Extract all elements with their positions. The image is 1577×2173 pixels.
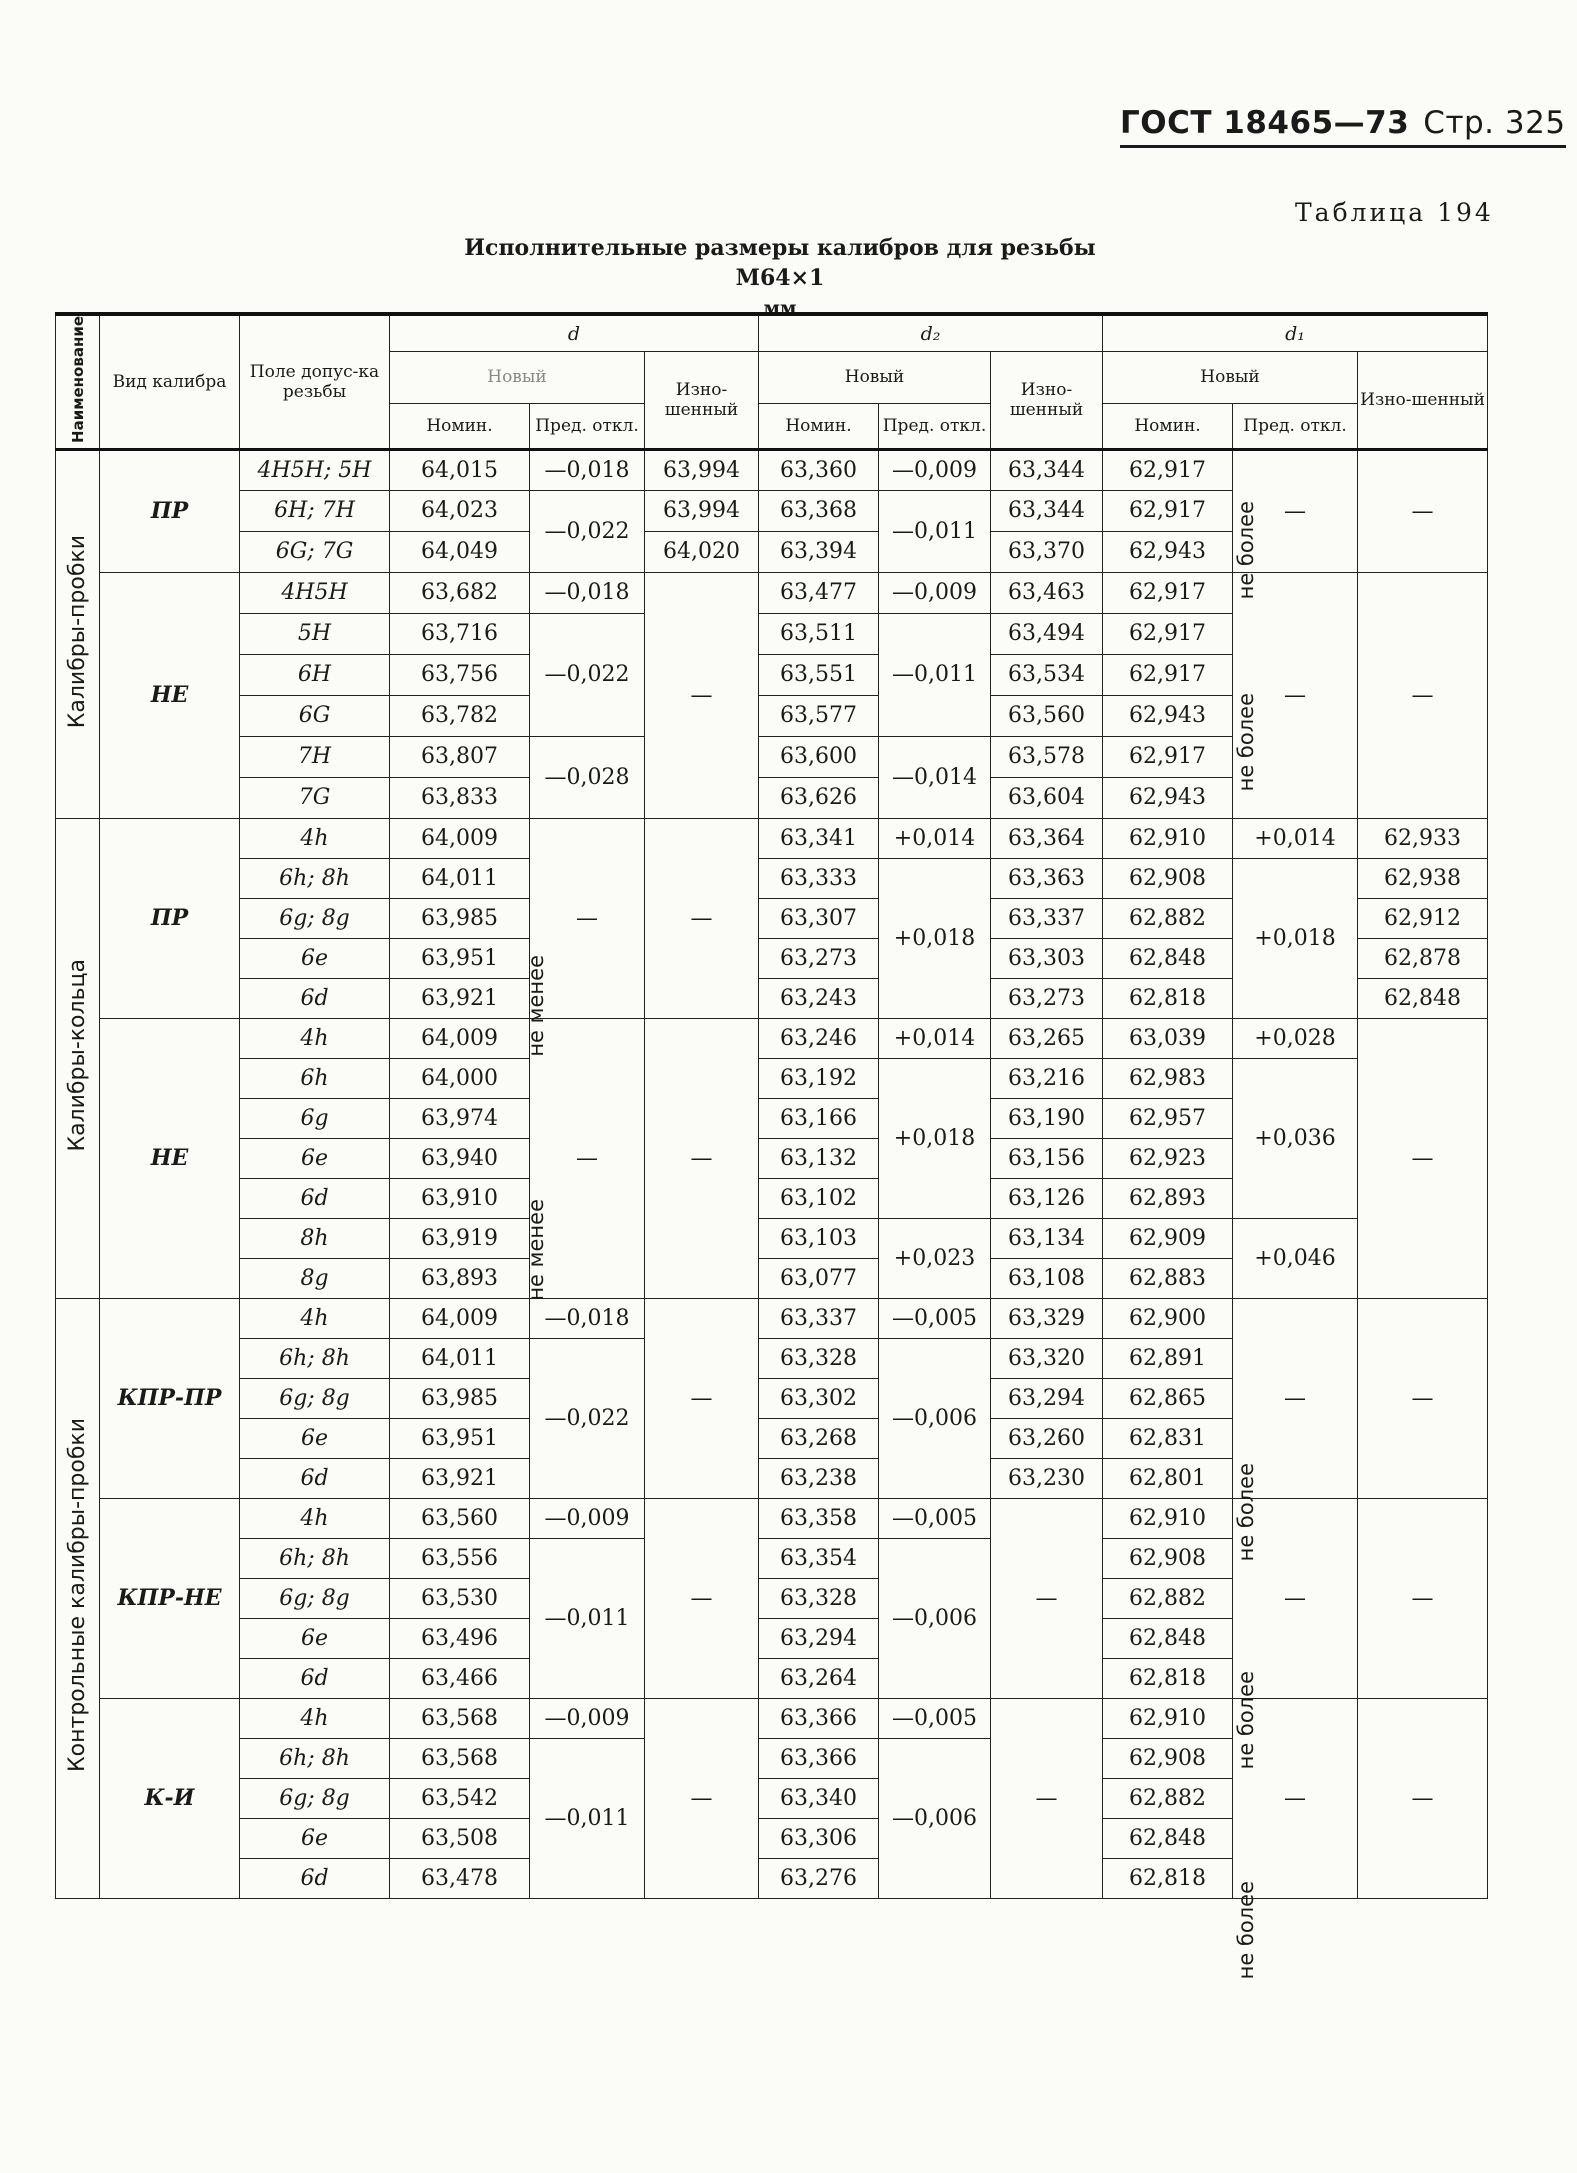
d2-iznosh: 63,560 bbox=[991, 695, 1103, 736]
d2-iznosh: 63,363 bbox=[991, 858, 1103, 898]
d2-pred: —0,005 bbox=[879, 1498, 991, 1538]
d1-nomin: 62,818 bbox=[1103, 1858, 1233, 1898]
d1-nomin: 62,917 bbox=[1103, 613, 1233, 654]
d-iznosh-dash: — bbox=[645, 1698, 759, 1898]
col-header-d2-noviy: Новый bbox=[759, 352, 991, 404]
d-nomin: 63,682 bbox=[390, 572, 530, 613]
caption-units: мм bbox=[763, 297, 797, 319]
tolerance-field: 7G bbox=[240, 777, 390, 818]
standard-number: ГОСТ 18465—73 bbox=[1120, 105, 1410, 141]
d1-iznosh-dash: — bbox=[1358, 1698, 1488, 1898]
d2-nomin: 63,166 bbox=[759, 1098, 879, 1138]
d-nomin: 64,011 bbox=[390, 858, 530, 898]
d2-iznosh: 63,273 bbox=[991, 978, 1103, 1018]
d1-nomin: 62,801 bbox=[1103, 1458, 1233, 1498]
d2-iznosh: 63,329 bbox=[991, 1298, 1103, 1338]
d2-pred: +0,023 bbox=[879, 1218, 991, 1298]
d2-iznosh: 63,463 bbox=[991, 572, 1103, 613]
d-pred: —0,018 bbox=[530, 572, 645, 613]
d2-iznosh: 63,108 bbox=[991, 1258, 1103, 1298]
d1-pred-dash: — bbox=[1233, 1498, 1358, 1698]
d2-nomin: 63,294 bbox=[759, 1618, 879, 1658]
d2-pred: —0,011 bbox=[879, 490, 991, 572]
d2-nomin: 63,551 bbox=[759, 654, 879, 695]
d-iznosh-dash: — bbox=[645, 1018, 759, 1298]
d1-nomin: 62,917 bbox=[1103, 490, 1233, 531]
table-row bbox=[56, 449, 1488, 490]
group-label-kalibry-koltsa: Калибры-кольца bbox=[56, 818, 100, 1298]
d-pred: —0,022 bbox=[530, 1338, 645, 1498]
tolerance-field: 6H bbox=[240, 654, 390, 695]
d1-nomin: 62,893 bbox=[1103, 1178, 1233, 1218]
note-ne-bolee-4: не более bbox=[1234, 1670, 1258, 1770]
d1-nomin: 62,909 bbox=[1103, 1218, 1233, 1258]
d-nomin: 63,974 bbox=[390, 1098, 530, 1138]
tolerance-field: 6d bbox=[240, 1658, 390, 1698]
d1-nomin: 62,908 bbox=[1103, 1538, 1233, 1578]
d2-nomin: 63,276 bbox=[759, 1858, 879, 1898]
d-nomin: 63,496 bbox=[390, 1618, 530, 1658]
table-row bbox=[56, 572, 1488, 613]
d1-iznosh-dash: — bbox=[1358, 1498, 1488, 1698]
d2-iznosh: 63,320 bbox=[991, 1338, 1103, 1378]
tolerance-field: 6e bbox=[240, 1618, 390, 1658]
d1-nomin: 62,917 bbox=[1103, 449, 1233, 490]
d-pred: —0,009 bbox=[530, 1498, 645, 1538]
d2-pred: —0,005 bbox=[879, 1298, 991, 1338]
d-pred: —0,018 bbox=[530, 1298, 645, 1338]
d2-nomin: 63,341 bbox=[759, 818, 879, 858]
d2-iznosh: 63,344 bbox=[991, 490, 1103, 531]
d-nomin: 63,921 bbox=[390, 1458, 530, 1498]
d2-iznosh-dash: — bbox=[991, 1498, 1103, 1698]
d-pred: —0,022 bbox=[530, 490, 645, 572]
tolerance-field: 6g; 8g bbox=[240, 1578, 390, 1618]
note-ne-bolee-5: не более bbox=[1234, 1880, 1258, 1980]
table-row bbox=[56, 1058, 1488, 1098]
d-nomin: 63,466 bbox=[390, 1658, 530, 1698]
d2-iznosh: 63,337 bbox=[991, 898, 1103, 938]
tolerance-field: 6d bbox=[240, 1178, 390, 1218]
d-pred: —0,011 bbox=[530, 1538, 645, 1698]
d2-iznosh: 63,265 bbox=[991, 1018, 1103, 1058]
d-nomin: 63,940 bbox=[390, 1138, 530, 1178]
tolerance-field: 4h bbox=[240, 1498, 390, 1538]
d1-nomin: 62,882 bbox=[1103, 1778, 1233, 1818]
col-header-d-pred: Пред. откл. bbox=[530, 403, 645, 449]
d-nomin: 63,568 bbox=[390, 1698, 530, 1738]
table-row bbox=[56, 1298, 1488, 1338]
d2-pred: +0,014 bbox=[879, 1018, 991, 1058]
d2-iznosh: 63,494 bbox=[991, 613, 1103, 654]
d1-iznosh: 62,933 bbox=[1358, 818, 1488, 858]
d2-nomin: 63,306 bbox=[759, 1818, 879, 1858]
d-pred: —0,018 bbox=[530, 449, 645, 490]
d2-iznosh: 63,126 bbox=[991, 1178, 1103, 1218]
tolerance-field: 6h; 8h bbox=[240, 1538, 390, 1578]
d2-pred: —0,006 bbox=[879, 1338, 991, 1498]
note-ne-bolee-1: не более bbox=[1234, 500, 1258, 600]
d2-nomin: 63,302 bbox=[759, 1378, 879, 1418]
d2-iznosh: 63,216 bbox=[991, 1058, 1103, 1098]
d1-nomin: 62,900 bbox=[1103, 1298, 1233, 1338]
d1-nomin: 62,865 bbox=[1103, 1378, 1233, 1418]
tolerance-field: 4h bbox=[240, 818, 390, 858]
d-nomin: 63,833 bbox=[390, 777, 530, 818]
table-caption bbox=[420, 233, 1140, 323]
d2-nomin: 63,368 bbox=[759, 490, 879, 531]
d1-nomin: 62,818 bbox=[1103, 978, 1233, 1018]
gauge-type: КПР-НЕ bbox=[100, 1498, 240, 1698]
d-nomin: 63,542 bbox=[390, 1778, 530, 1818]
d1-nomin: 62,983 bbox=[1103, 1058, 1233, 1098]
d2-iznosh: 63,294 bbox=[991, 1378, 1103, 1418]
d1-nomin: 62,943 bbox=[1103, 531, 1233, 572]
d2-nomin: 63,600 bbox=[759, 736, 879, 777]
col-header-d1-nomin: Номин. bbox=[1103, 403, 1233, 449]
d2-nomin: 63,328 bbox=[759, 1578, 879, 1618]
d1-nomin: 62,943 bbox=[1103, 777, 1233, 818]
d-nomin: 63,756 bbox=[390, 654, 530, 695]
table-row bbox=[56, 858, 1488, 898]
d1-iznosh-dash: — bbox=[1358, 449, 1488, 572]
d-pred: —0,028 bbox=[530, 736, 645, 818]
col-header-d2-iznosh: Изно-шенный bbox=[991, 352, 1103, 450]
tolerance-field: 4h bbox=[240, 1298, 390, 1338]
col-header-d2-pred: Пред. откл. bbox=[879, 403, 991, 449]
d2-nomin: 63,366 bbox=[759, 1738, 879, 1778]
d1-nomin: 63,039 bbox=[1103, 1018, 1233, 1058]
col-header-d1-iznosh: Изно-шенный bbox=[1358, 352, 1488, 450]
d2-nomin: 63,354 bbox=[759, 1538, 879, 1578]
d2-iznosh: 63,134 bbox=[991, 1218, 1103, 1258]
note-ne-bolee-2: не более bbox=[1234, 693, 1258, 792]
d1-pred: +0,028 bbox=[1233, 1018, 1358, 1058]
d2-nomin: 63,264 bbox=[759, 1658, 879, 1698]
d2-iznosh: 63,303 bbox=[991, 938, 1103, 978]
col-header-d-nomin: Номин. bbox=[390, 403, 530, 449]
col-header-d2-nomin: Номин. bbox=[759, 403, 879, 449]
d2-iznosh: 63,156 bbox=[991, 1138, 1103, 1178]
d-nomin: 63,951 bbox=[390, 1418, 530, 1458]
d2-nomin: 63,358 bbox=[759, 1498, 879, 1538]
d1-nomin: 62,883 bbox=[1103, 1258, 1233, 1298]
tolerance-field: 6g bbox=[240, 1098, 390, 1138]
d2-nomin: 63,626 bbox=[759, 777, 879, 818]
d-nomin: 63,893 bbox=[390, 1258, 530, 1298]
col-header-d1-noviy: Новый bbox=[1103, 352, 1358, 404]
d2-pred: —0,006 bbox=[879, 1538, 991, 1698]
d2-iznosh: 63,370 bbox=[991, 531, 1103, 572]
d1-pred-dash: — bbox=[1233, 1698, 1358, 1898]
d1-pred: +0,014 bbox=[1233, 818, 1358, 858]
d-nomin: 64,009 bbox=[390, 1298, 530, 1338]
tolerance-field: 6e bbox=[240, 938, 390, 978]
d-nomin: 64,049 bbox=[390, 531, 530, 572]
d2-nomin: 63,333 bbox=[759, 858, 879, 898]
tolerance-field: 6g; 8g bbox=[240, 898, 390, 938]
col-header-vid: Вид калибра bbox=[100, 314, 240, 449]
gauge-type: ПР bbox=[100, 449, 240, 572]
d1-iznosh-dash: — bbox=[1358, 1018, 1488, 1298]
d2-iznosh: 63,364 bbox=[991, 818, 1103, 858]
d2-nomin: 63,268 bbox=[759, 1418, 879, 1458]
d2-pred: +0,018 bbox=[879, 858, 991, 1018]
tolerance-field: 6G; 7G bbox=[240, 531, 390, 572]
d2-nomin: 63,102 bbox=[759, 1178, 879, 1218]
tolerance-field: 6h; 8h bbox=[240, 858, 390, 898]
d2-nomin: 63,366 bbox=[759, 1698, 879, 1738]
tolerance-field: 4H5H; 5H bbox=[240, 449, 390, 490]
tolerance-field: 6e bbox=[240, 1418, 390, 1458]
tolerance-field: 6h bbox=[240, 1058, 390, 1098]
table-row bbox=[56, 1218, 1488, 1258]
page-number: Стр. 325 bbox=[1423, 105, 1566, 141]
table-number: Таблица 194 bbox=[1295, 198, 1494, 227]
d1-nomin: 62,923 bbox=[1103, 1138, 1233, 1178]
col-header-d1: d₁ bbox=[1103, 314, 1488, 352]
d2-nomin: 63,337 bbox=[759, 1298, 879, 1338]
tolerance-field: 6e bbox=[240, 1818, 390, 1858]
table-row bbox=[56, 1498, 1488, 1538]
d2-nomin: 63,360 bbox=[759, 449, 879, 490]
gauge-type: НЕ bbox=[100, 1018, 240, 1298]
d-nomin: 63,556 bbox=[390, 1538, 530, 1578]
note-ne-menee-1: не менее bbox=[524, 955, 548, 1057]
d1-nomin: 62,910 bbox=[1103, 1498, 1233, 1538]
d2-nomin: 63,511 bbox=[759, 613, 879, 654]
d-nomin: 63,568 bbox=[390, 1738, 530, 1778]
tolerance-field: 8h bbox=[240, 1218, 390, 1258]
d-nomin: 63,919 bbox=[390, 1218, 530, 1258]
d2-nomin: 63,340 bbox=[759, 1778, 879, 1818]
d1-nomin: 62,917 bbox=[1103, 736, 1233, 777]
d2-pred: —0,005 bbox=[879, 1698, 991, 1738]
note-ne-menee-2: не менее bbox=[524, 1199, 548, 1301]
d2-iznosh: 63,534 bbox=[991, 654, 1103, 695]
d-nomin: 63,478 bbox=[390, 1858, 530, 1898]
d1-pred-dash: — bbox=[1233, 1298, 1358, 1498]
col-header-d2: d₂ bbox=[759, 314, 1103, 352]
d1-nomin: 62,910 bbox=[1103, 818, 1233, 858]
d2-iznosh: 63,230 bbox=[991, 1458, 1103, 1498]
group-label-kontrolnye: Контрольные калибры-пробки bbox=[56, 1298, 100, 1898]
d1-iznosh: 62,878 bbox=[1358, 938, 1488, 978]
d2-pred: —0,011 bbox=[879, 613, 991, 736]
tolerance-field: 6d bbox=[240, 1458, 390, 1498]
d2-nomin: 63,246 bbox=[759, 1018, 879, 1058]
d2-pred: —0,009 bbox=[879, 449, 991, 490]
d-nomin: 64,015 bbox=[390, 449, 530, 490]
table-row bbox=[56, 1698, 1488, 1738]
tolerance-field: 6H; 7H bbox=[240, 490, 390, 531]
d2-iznosh: 63,260 bbox=[991, 1418, 1103, 1458]
tolerance-field: 6g; 8g bbox=[240, 1378, 390, 1418]
d1-nomin: 62,917 bbox=[1103, 654, 1233, 695]
d2-iznosh: 63,190 bbox=[991, 1098, 1103, 1138]
page-header bbox=[1120, 105, 1566, 148]
tolerance-field: 6h; 8h bbox=[240, 1338, 390, 1378]
col-header-d1-pred: Пред. откл. bbox=[1233, 403, 1358, 449]
d1-nomin: 62,848 bbox=[1103, 1818, 1233, 1858]
d-pred-dash: — bbox=[530, 818, 645, 1018]
tolerance-field: 4h bbox=[240, 1018, 390, 1058]
d-nomin: 64,023 bbox=[390, 490, 530, 531]
tolerance-field: 6e bbox=[240, 1138, 390, 1178]
d1-nomin: 62,943 bbox=[1103, 695, 1233, 736]
d1-nomin: 62,882 bbox=[1103, 1578, 1233, 1618]
d-iznosh-dash: — bbox=[645, 818, 759, 1018]
d2-pred: +0,018 bbox=[879, 1058, 991, 1218]
tolerance-field: 4H5H bbox=[240, 572, 390, 613]
d-pred-dash: — bbox=[530, 1018, 645, 1298]
d2-iznosh: 63,578 bbox=[991, 736, 1103, 777]
d-nomin: 63,530 bbox=[390, 1578, 530, 1618]
d2-iznosh: 63,604 bbox=[991, 777, 1103, 818]
d-nomin: 63,508 bbox=[390, 1818, 530, 1858]
gauge-type: КПР-ПР bbox=[100, 1298, 240, 1498]
d2-pred: +0,014 bbox=[879, 818, 991, 858]
d1-iznosh: 62,912 bbox=[1358, 898, 1488, 938]
col-header-d-iznosh: Изно-шенный bbox=[645, 352, 759, 450]
d2-pred: —0,009 bbox=[879, 572, 991, 613]
note-ne-bolee-3: не более bbox=[1234, 1462, 1258, 1562]
d1-nomin: 62,917 bbox=[1103, 572, 1233, 613]
d-nomin: 63,985 bbox=[390, 898, 530, 938]
d2-pred: —0,014 bbox=[879, 736, 991, 818]
d2-nomin: 63,238 bbox=[759, 1458, 879, 1498]
tolerance-field: 8g bbox=[240, 1258, 390, 1298]
col-header-d-noviy: Новый bbox=[390, 352, 645, 404]
d-nomin: 63,560 bbox=[390, 1498, 530, 1538]
d1-nomin: 62,891 bbox=[1103, 1338, 1233, 1378]
d-pred: —0,009 bbox=[530, 1698, 645, 1738]
d1-nomin: 62,848 bbox=[1103, 1618, 1233, 1658]
d2-nomin: 63,192 bbox=[759, 1058, 879, 1098]
d1-iznosh-dash: — bbox=[1358, 572, 1488, 818]
gauge-type: К-И bbox=[100, 1698, 240, 1898]
d-nomin: 64,009 bbox=[390, 818, 530, 858]
caption-title: Исполнительные размеры калибров для резьбы М64×1 bbox=[464, 235, 1096, 291]
d2-iznosh-dash: — bbox=[991, 1698, 1103, 1898]
d1-pred-dash: — bbox=[1233, 449, 1358, 572]
d1-pred: +0,036 bbox=[1233, 1058, 1358, 1218]
col-header-d: d bbox=[390, 314, 759, 352]
d1-pred-dash: — bbox=[1233, 572, 1358, 818]
d1-nomin: 62,818 bbox=[1103, 1658, 1233, 1698]
d1-nomin: 62,848 bbox=[1103, 938, 1233, 978]
d2-nomin: 63,577 bbox=[759, 695, 879, 736]
d2-nomin: 63,394 bbox=[759, 531, 879, 572]
tolerance-field: 4h bbox=[240, 1698, 390, 1738]
d-iznosh-dash: — bbox=[645, 572, 759, 818]
col-header-naimenovanie: Наименование bbox=[56, 314, 100, 449]
tolerance-field: 7H bbox=[240, 736, 390, 777]
tolerance-field: 6d bbox=[240, 978, 390, 1018]
d1-iznosh-dash: — bbox=[1358, 1298, 1488, 1498]
col-header-pole: Поле допус-ка резьбы bbox=[240, 314, 390, 449]
d-nomin: 63,985 bbox=[390, 1378, 530, 1418]
d1-nomin: 62,908 bbox=[1103, 858, 1233, 898]
d1-nomin: 62,910 bbox=[1103, 1698, 1233, 1738]
d2-iznosh: 63,344 bbox=[991, 449, 1103, 490]
d-iznosh-dash: — bbox=[645, 1498, 759, 1698]
group-label-kalibry-probki: Калибры-пробки bbox=[56, 449, 100, 818]
d2-nomin: 63,328 bbox=[759, 1338, 879, 1378]
d1-nomin: 62,831 bbox=[1103, 1418, 1233, 1458]
d1-iznosh: 62,848 bbox=[1358, 978, 1488, 1018]
d1-pred: +0,018 bbox=[1233, 858, 1358, 1018]
tolerance-field: 6h; 8h bbox=[240, 1738, 390, 1778]
d1-nomin: 62,882 bbox=[1103, 898, 1233, 938]
d-iznosh: 63,994 bbox=[645, 490, 759, 531]
d2-nomin: 63,477 bbox=[759, 572, 879, 613]
tolerance-field: 6d bbox=[240, 1858, 390, 1898]
d-nomin: 64,011 bbox=[390, 1338, 530, 1378]
gauge-type: ПР bbox=[100, 818, 240, 1018]
d2-nomin: 63,273 bbox=[759, 938, 879, 978]
d-iznosh: 63,994 bbox=[645, 449, 759, 490]
d-pred: —0,022 bbox=[530, 613, 645, 736]
d-iznosh: 64,020 bbox=[645, 531, 759, 572]
d2-nomin: 63,243 bbox=[759, 978, 879, 1018]
d1-pred: +0,046 bbox=[1233, 1218, 1358, 1298]
d-nomin: 63,921 bbox=[390, 978, 530, 1018]
d1-iznosh: 62,938 bbox=[1358, 858, 1488, 898]
d1-nomin: 62,908 bbox=[1103, 1738, 1233, 1778]
d-iznosh-dash: — bbox=[645, 1298, 759, 1498]
d-nomin: 63,807 bbox=[390, 736, 530, 777]
table-row bbox=[56, 1018, 1488, 1058]
d2-pred: —0,006 bbox=[879, 1738, 991, 1898]
table-row bbox=[56, 818, 1488, 858]
d-nomin: 64,000 bbox=[390, 1058, 530, 1098]
d2-nomin: 63,103 bbox=[759, 1218, 879, 1258]
d-nomin: 64,009 bbox=[390, 1018, 530, 1058]
d-nomin: 63,782 bbox=[390, 695, 530, 736]
tolerance-field: 5H bbox=[240, 613, 390, 654]
d2-nomin: 63,307 bbox=[759, 898, 879, 938]
d-nomin: 63,951 bbox=[390, 938, 530, 978]
d-pred: —0,011 bbox=[530, 1738, 645, 1898]
gauge-dimensions-table bbox=[55, 312, 1488, 1899]
tolerance-field: 6g; 8g bbox=[240, 1778, 390, 1818]
d2-nomin: 63,132 bbox=[759, 1138, 879, 1178]
d-nomin: 63,716 bbox=[390, 613, 530, 654]
tolerance-field: 6G bbox=[240, 695, 390, 736]
d2-nomin: 63,077 bbox=[759, 1258, 879, 1298]
gauge-type: НЕ bbox=[100, 572, 240, 818]
d-nomin: 63,910 bbox=[390, 1178, 530, 1218]
d1-nomin: 62,957 bbox=[1103, 1098, 1233, 1138]
